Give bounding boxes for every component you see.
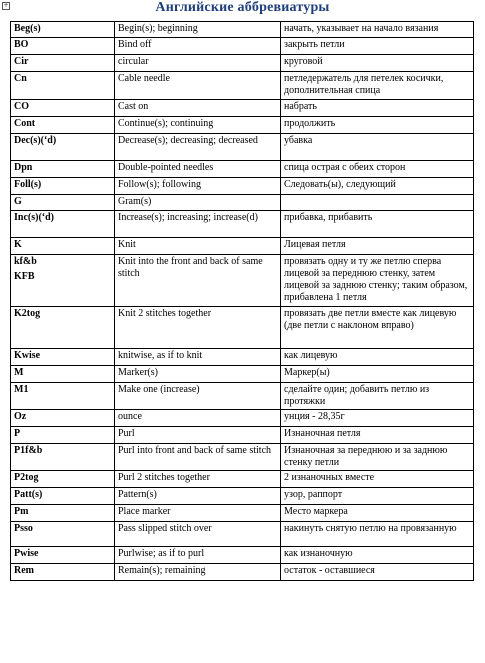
abbreviation-cell	[11, 255, 115, 307]
abbreviation-cell	[11, 366, 115, 383]
abbreviation-text: Foll(s)	[14, 179, 42, 190]
russian-meaning-cell	[281, 383, 474, 410]
abbreviation-text: Rem	[14, 565, 34, 576]
english-meaning-text: Remain(s); remaining	[118, 565, 206, 576]
english-meaning-cell	[115, 522, 281, 547]
abbreviation-cell	[11, 547, 115, 564]
russian-meaning-text: продолжить	[284, 118, 336, 129]
russian-meaning-cell	[281, 410, 474, 427]
russian-meaning-text: сделайте один; добавить петлю из протяжки	[284, 384, 430, 407]
russian-meaning-text: остаток - оставшиеся	[284, 565, 375, 576]
russian-meaning-text: прибавка, прибавить	[284, 212, 373, 223]
english-meaning-text: Gram(s)	[118, 196, 152, 207]
russian-meaning-text: Место маркера	[284, 506, 348, 517]
english-meaning-text: circular	[118, 56, 149, 67]
abbreviation-cell	[11, 55, 115, 72]
russian-meaning-cell	[281, 427, 474, 444]
russian-meaning-cell	[281, 178, 474, 195]
table-row	[11, 195, 474, 211]
russian-meaning-text: Изнаночная петля	[284, 428, 361, 439]
russian-meaning-text: накинуть снятую петлю на провязанную	[284, 523, 457, 534]
russian-meaning-cell	[281, 471, 474, 488]
russian-meaning-text: узор, раппорт	[284, 489, 343, 500]
table-row	[11, 410, 474, 427]
table-row	[11, 38, 474, 55]
table-row	[11, 255, 474, 307]
abbreviations-table	[10, 21, 474, 581]
russian-meaning-text: провязать две петли вместе как лицевую (две петли с наклоном вправо)	[284, 308, 457, 331]
english-meaning-cell	[115, 195, 281, 211]
abbreviation-cell	[11, 383, 115, 410]
russian-meaning-cell	[281, 195, 474, 211]
abbreviation-text: K	[14, 239, 22, 250]
russian-meaning-cell	[281, 547, 474, 564]
english-meaning-cell	[115, 100, 281, 117]
english-meaning-text: Increase(s); increasing; increase(d)	[118, 212, 258, 223]
english-meaning-text: Purl 2 stitches together	[118, 472, 210, 483]
abbreviation-cell	[11, 100, 115, 117]
russian-meaning-text: набрать	[284, 101, 317, 112]
abbreviation-cell	[11, 117, 115, 134]
abbreviation-cell	[11, 72, 115, 100]
russian-meaning-cell	[281, 255, 474, 307]
russian-meaning-text: убавка	[284, 135, 313, 146]
abbreviation-text: P	[14, 428, 21, 439]
abbreviation-text: M1	[14, 384, 29, 395]
english-meaning-cell	[115, 564, 281, 581]
abbreviation-text: G	[14, 196, 22, 207]
english-meaning-cell	[115, 427, 281, 444]
english-meaning-cell	[115, 488, 281, 505]
english-meaning-text: Purl into front and back of same stitch	[118, 445, 272, 456]
english-meaning-text: Pass slipped stitch over	[118, 523, 212, 534]
english-meaning-text: Bind off	[118, 39, 152, 50]
english-meaning-text: Continue(s); continuing	[118, 118, 214, 129]
english-meaning-cell	[115, 238, 281, 255]
table-row	[11, 488, 474, 505]
table-row	[11, 134, 474, 161]
abbreviation-cell	[11, 307, 115, 349]
english-meaning-text: Place marker	[118, 506, 171, 517]
english-meaning-cell	[115, 55, 281, 72]
abbreviation-alt-text: KFB	[14, 271, 35, 282]
abbreviation-cell	[11, 161, 115, 178]
english-meaning-cell	[115, 211, 281, 238]
english-meaning-cell	[115, 22, 281, 38]
table-row	[11, 55, 474, 72]
russian-meaning-cell	[281, 117, 474, 134]
russian-meaning-text: круговой	[284, 56, 323, 67]
abbreviation-text: Dpn	[14, 162, 33, 173]
english-meaning-cell	[115, 410, 281, 427]
table-row	[11, 383, 474, 410]
abbreviation-cell	[11, 410, 115, 427]
english-meaning-cell	[115, 117, 281, 134]
table-row	[11, 72, 474, 100]
english-meaning-cell	[115, 134, 281, 161]
abbreviation-text: Patt(s)	[14, 489, 43, 500]
abbreviation-text: P1f&b	[14, 445, 43, 456]
russian-meaning-text: Маркер(ы)	[284, 367, 330, 378]
english-meaning-cell	[115, 366, 281, 383]
abbreviation-cell	[11, 22, 115, 38]
russian-meaning-text: как изнаночную	[284, 548, 353, 559]
english-meaning-cell	[115, 255, 281, 307]
english-meaning-cell	[115, 444, 281, 471]
english-meaning-text: Knit into the front and back of same stitch	[118, 256, 263, 279]
abbreviation-cell	[11, 522, 115, 547]
table-row	[11, 444, 474, 471]
abbreviation-cell	[11, 211, 115, 238]
table-row	[11, 238, 474, 255]
english-meaning-cell	[115, 383, 281, 410]
russian-meaning-cell	[281, 349, 474, 366]
abbreviation-text: P2tog	[14, 472, 39, 483]
abbreviation-text: BO	[14, 39, 29, 50]
russian-meaning-text: Следовать(ы), следующий	[284, 179, 396, 190]
russian-meaning-text: 2 изнаночных вместе	[284, 472, 375, 483]
abbreviation-cell	[11, 238, 115, 255]
table-row	[11, 564, 474, 581]
page-title: Английские аббревиатуры	[155, 0, 330, 15]
english-meaning-text: Cast on	[118, 101, 149, 112]
table-row	[11, 100, 474, 117]
russian-meaning-text: Лицевая петля	[284, 239, 346, 250]
english-meaning-cell	[115, 307, 281, 349]
table-row	[11, 211, 474, 238]
abbreviation-text: CO	[14, 101, 29, 112]
russian-meaning-cell	[281, 72, 474, 100]
english-meaning-text: knitwise, as if to knit	[118, 350, 203, 361]
russian-meaning-cell	[281, 444, 474, 471]
russian-meaning-cell	[281, 238, 474, 255]
abbreviation-cell	[11, 564, 115, 581]
russian-meaning-cell	[281, 366, 474, 383]
abbreviation-cell	[11, 444, 115, 471]
russian-meaning-cell	[281, 55, 474, 72]
russian-meaning-cell	[281, 488, 474, 505]
table-row	[11, 471, 474, 488]
russian-meaning-cell	[281, 38, 474, 55]
russian-meaning-text: начать, указывает на начало вязания	[284, 23, 439, 34]
abbreviation-cell	[11, 349, 115, 366]
abbreviation-text: Psso	[14, 523, 33, 534]
table-row	[11, 22, 474, 38]
english-meaning-text: ounce	[118, 411, 142, 422]
russian-meaning-cell	[281, 22, 474, 38]
russian-meaning-text: как лицевую	[284, 350, 338, 361]
russian-meaning-text: закрыть петли	[284, 39, 345, 50]
english-meaning-text: Begin(s); beginning	[118, 23, 198, 34]
abbreviation-text: Inc(s)(‘d)	[14, 212, 54, 223]
table-row	[11, 307, 474, 349]
english-meaning-text: Marker(s)	[118, 367, 158, 378]
english-meaning-cell	[115, 178, 281, 195]
english-meaning-text: Decrease(s); decreasing; decreased	[118, 135, 258, 146]
russian-meaning-cell	[281, 307, 474, 349]
russian-meaning-text: Изнаночная за переднюю и за заднюю стенку петли	[284, 445, 448, 468]
table-row	[11, 161, 474, 178]
english-meaning-text: Double-pointed needles	[118, 162, 214, 173]
table-row	[11, 547, 474, 564]
russian-meaning-cell	[281, 505, 474, 522]
abbreviation-cell	[11, 178, 115, 195]
english-meaning-text: Purl	[118, 428, 135, 439]
abbreviation-text: Beg(s)	[14, 23, 41, 34]
abbreviation-text: Kwise	[14, 350, 41, 361]
russian-meaning-cell	[281, 564, 474, 581]
russian-meaning-cell	[281, 211, 474, 238]
abbreviation-cell	[11, 134, 115, 161]
abbreviation-cell	[11, 195, 115, 211]
english-meaning-cell	[115, 505, 281, 522]
abbreviation-text: Pm	[14, 506, 29, 517]
russian-meaning-text: спица острая с обеих сторон	[284, 162, 406, 173]
abbreviation-text: Pwise	[14, 548, 39, 559]
anchor-icon[interactable]: +	[3, 2, 9, 9]
english-meaning-cell	[115, 72, 281, 100]
abbreviation-text: M	[14, 367, 24, 378]
abbreviation-cell	[11, 38, 115, 55]
russian-meaning-cell	[281, 522, 474, 547]
abbreviation-text: Oz	[14, 411, 27, 422]
english-meaning-text: Purlwise; as if to purl	[118, 548, 205, 559]
abbreviation-text: Cn	[14, 73, 27, 84]
table-row	[11, 522, 474, 547]
abbreviation-text: Cont	[14, 118, 36, 129]
english-meaning-text: Cable needle	[118, 73, 170, 84]
russian-meaning-cell	[281, 161, 474, 178]
english-meaning-text: Make one (increase)	[118, 384, 200, 395]
table-row	[11, 117, 474, 134]
russian-meaning-text: петледержатель для петелек косички, дополнительная спица	[284, 73, 444, 96]
english-meaning-cell	[115, 471, 281, 488]
abbreviation-cell	[11, 427, 115, 444]
table-row	[11, 366, 474, 383]
abbreviation-cell	[11, 505, 115, 522]
abbreviation-text: Cir	[14, 56, 29, 67]
abbreviation-cell	[11, 488, 115, 505]
english-meaning-text: Pattern(s)	[118, 489, 157, 500]
russian-meaning-cell	[281, 100, 474, 117]
table-row	[11, 178, 474, 195]
english-meaning-text: Knit	[118, 239, 136, 250]
english-meaning-cell	[115, 349, 281, 366]
english-meaning-text: Follow(s); following	[118, 179, 202, 190]
russian-meaning-text: унция - 28,35г	[284, 411, 345, 422]
abbreviation-text: Dec(s)(‘d)	[14, 135, 57, 146]
english-meaning-cell	[115, 38, 281, 55]
russian-meaning-cell	[281, 134, 474, 161]
table-row	[11, 505, 474, 522]
english-meaning-cell	[115, 547, 281, 564]
english-meaning-text: Knit 2 stitches together	[118, 308, 212, 319]
abbreviation-cell	[11, 471, 115, 488]
english-meaning-cell	[115, 161, 281, 178]
abbreviation-text: kf&b	[14, 256, 37, 267]
table-row	[11, 427, 474, 444]
table-row	[11, 349, 474, 366]
russian-meaning-text: провязать одну и ту же петлю сперва лицевой за переднюю стенку, затем лицевой за заднюю стенку; таким образом, прибавлена 1 петля	[284, 256, 468, 303]
abbreviation-text: K2tog	[14, 308, 41, 319]
